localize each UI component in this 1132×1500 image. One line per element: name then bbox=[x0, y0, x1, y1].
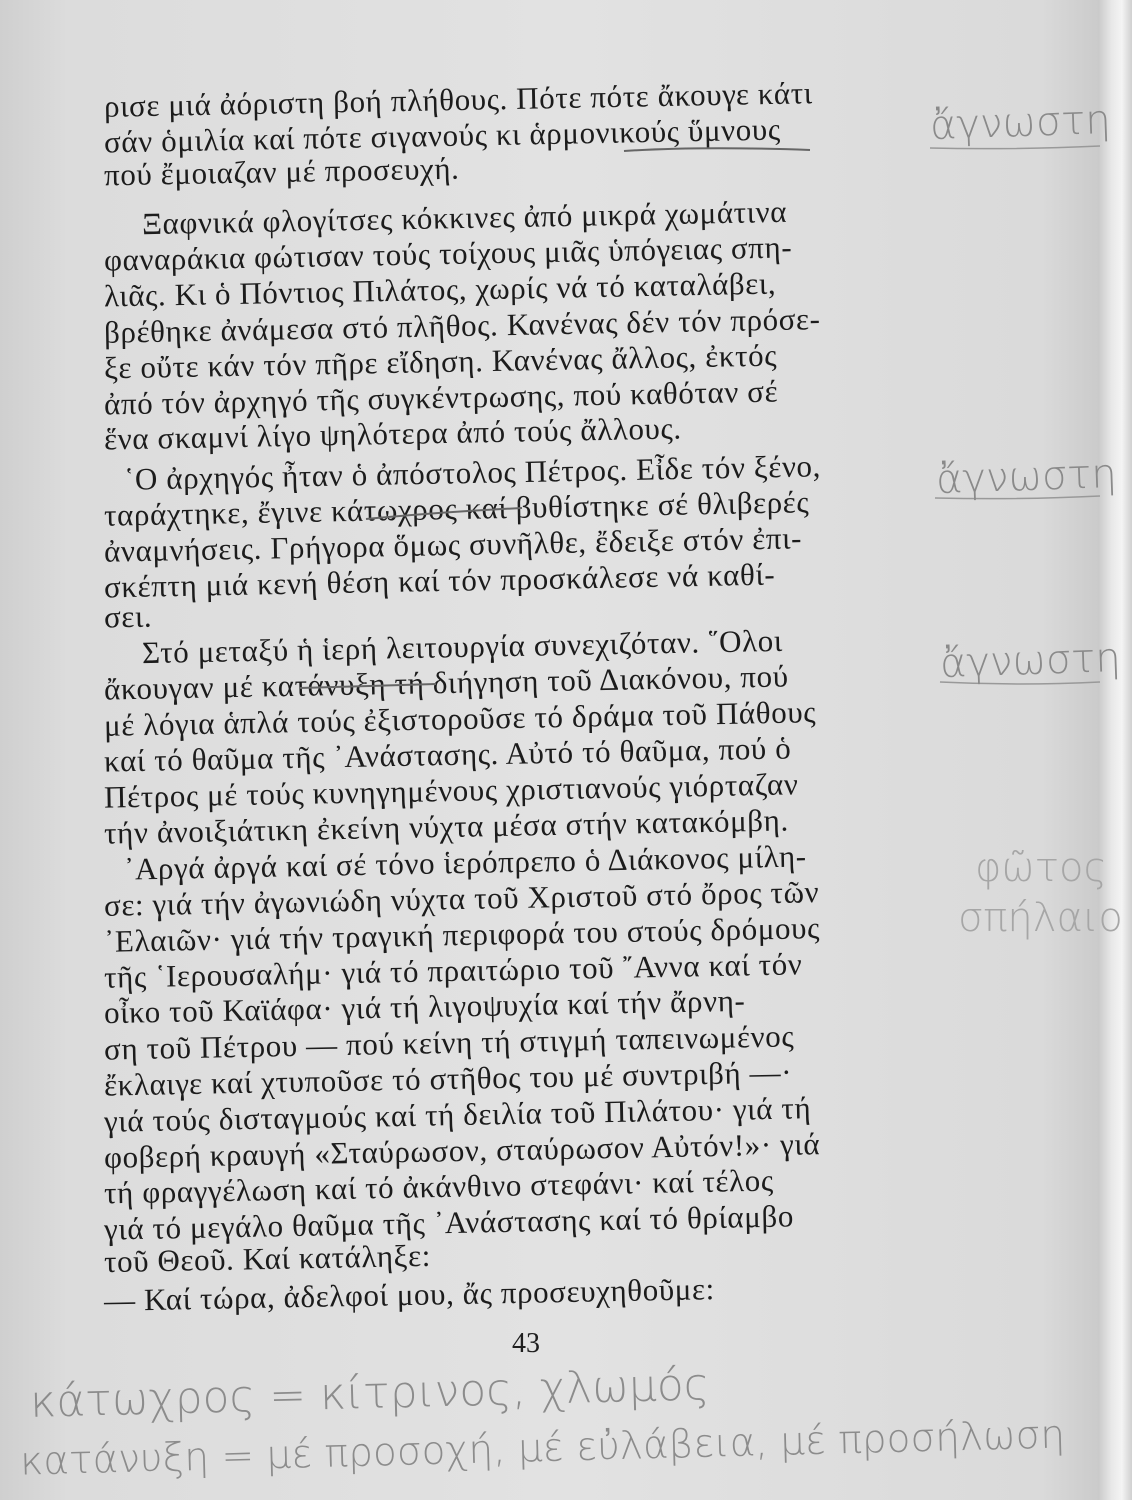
text-line: μέ λόγια ἁπλά τούς ἐξιστοροῦσε τό δράμα τοῦ Πάθους bbox=[103, 694, 817, 743]
text-line: ξε οὔτε κάν τόν πῆρε εἴδηση. Κανένας ἄλλος, ἐκτός bbox=[103, 337, 778, 386]
text-line: λιᾶς. Κι ὁ Πόντιος Πιλάτος, χωρίς νά τό καταλάβει, bbox=[103, 265, 777, 314]
text-line: — Καί τώρα, ἀδελφοί μου, ἄς προσευχηθοῦμε: bbox=[103, 1271, 716, 1318]
text-line: ἀπό τόν ἀρχηγό τῆς συγκέντρωσης, πού καθόταν σέ bbox=[103, 373, 779, 422]
text-line: ση τοῦ Πέτρου — πού κείνη τή στιγμή ταπεινωμένος bbox=[103, 1018, 795, 1067]
text-line: Πέτρος μέ τούς κυνηγημένους χριστιανούς γιόρταζαν bbox=[103, 766, 799, 815]
text-line: γιά τό μεγάλο θαῦμα τῆς ᾽Ανάστασης καί τό θρίαμβο bbox=[103, 1198, 795, 1247]
margin-note: ἄγνωστη bbox=[935, 450, 1118, 504]
underline-mark bbox=[366, 508, 522, 519]
text-line: ἀναμνήσεις. Γρήγορα ὅμως συνῆλθε, ἔδειξε στόν ἐπι- bbox=[103, 520, 803, 569]
text-line: τή φραγγέλωση καί τό ἀκάνθινο στεφάνι· καί τέλος bbox=[103, 1162, 775, 1211]
text-line: βρέθηκε ἀνάμεσα στό πλῆθος. Κανένας δέν τόν πρόσε- bbox=[103, 301, 821, 350]
text-line: οἶκο τοῦ Καϊάφα· γιά τή λιγοψυχία καί τήν ἄρνη- bbox=[103, 982, 746, 1031]
text-line: σε: γιά τήν ἀγωνιώδη νύχτα τοῦ Χριστοῦ στό ὄρος τῶν bbox=[103, 874, 820, 923]
page-number: 43 bbox=[512, 1328, 540, 1359]
margin-note: σπήλαιο bbox=[958, 895, 1123, 941]
underline-mark bbox=[624, 148, 810, 151]
text-line: ἔκλαιγε καί χτυποῦσε τό στῆθος του μέ συντριβή —· bbox=[103, 1054, 793, 1103]
text-line: ἄκουγαν μέ κατάνυξη τή διήγηση τοῦ Διακόνου, πού bbox=[103, 658, 789, 707]
text-line: ρισε μιά ἀόριστη βοή πλήθους. Πότε πότε ἄκουγε κάτι bbox=[103, 75, 813, 124]
text-line: πού ἔμοιαζαν μέ προσευχή. bbox=[103, 150, 460, 193]
text-line: φοβερή κραυγή «Σταύρωσον, σταύρωσον Αὐτόν!»· γιά bbox=[103, 1126, 821, 1175]
text-line: ἕνα σκαμνί λίγο ψηλότερα ἀπό τούς ἄλλους. bbox=[103, 410, 682, 457]
margin-note: ἄγνωστη bbox=[939, 634, 1122, 688]
text-line: ῾Ο ἀρχηγός ἦταν ὁ ἀπόστολος Πέτρος. Εἶδε τόν ξένο, bbox=[123, 448, 822, 497]
text-line: τήν ἀνοιξιάτικη ἐκείνη νύχτα μέσα στήν κατακόμβη. bbox=[103, 802, 790, 851]
text-line: ᾽Αργά ἀργά καί σέ τόνο ἱερόπρεπο ὁ Διάκονος μίλη- bbox=[123, 838, 807, 887]
margin-note: φῶτος bbox=[975, 845, 1107, 891]
handwritten-definition: κατάνυξη = μέ προσοχή, μέ εὐλάβεια, μέ προσήλωση bbox=[19, 1412, 1066, 1485]
text-line: σκέπτη μιά κενή θέση καί τόν προσκάλεσε νά καθί- bbox=[103, 556, 776, 605]
text-line: φαναράκια φώτισαν τούς τοίχους μιᾶς ὑπόγειας σπη- bbox=[103, 229, 793, 278]
text-line: σει. bbox=[103, 598, 153, 635]
text-line: τῆς ῾Ιερουσαλήμ· γιά τό πραιτώριο τοῦ ῎Αννα καί τόν bbox=[103, 946, 803, 995]
margin-note: ἄγνωστη bbox=[929, 96, 1112, 150]
text-line: τοῦ Θεοῦ. Καί κατάληξε: bbox=[103, 1237, 432, 1280]
text-line: Ξαφνικά φλογίτσες κόκκινες ἀπό μικρά χωμάτινα bbox=[141, 193, 788, 242]
text-line: καί τό θαῦμα τῆς ᾽Ανάστασης. Αὐτό τό θαῦμα, πού ὁ bbox=[103, 730, 792, 779]
handwritten-definition: κάτωχρος = κίτρινος, χλωμός bbox=[29, 1359, 711, 1428]
text-line: ᾽Ελαιῶν· γιά τήν τραγική περιφορά του στούς δρόμους bbox=[103, 910, 821, 959]
text-line: Στό μεταξύ ἡ ἱερή λειτουργία συνεχιζόταν. ῞Ολοι bbox=[141, 622, 784, 671]
text-line: γιά τούς δισταγμούς καί τή δειλία τοῦ Πιλάτου· γιά τή bbox=[103, 1090, 812, 1139]
text-line: ταράχτηκε, ἔγινε κάτωχρος καί βυθίστηκε σέ θλιβερές bbox=[103, 484, 810, 533]
text-line: σάν ὁμιλία καί πότε σιγανούς κι ἁρμονικούς ὕμνους bbox=[103, 111, 781, 160]
underline-mark bbox=[300, 684, 436, 688]
